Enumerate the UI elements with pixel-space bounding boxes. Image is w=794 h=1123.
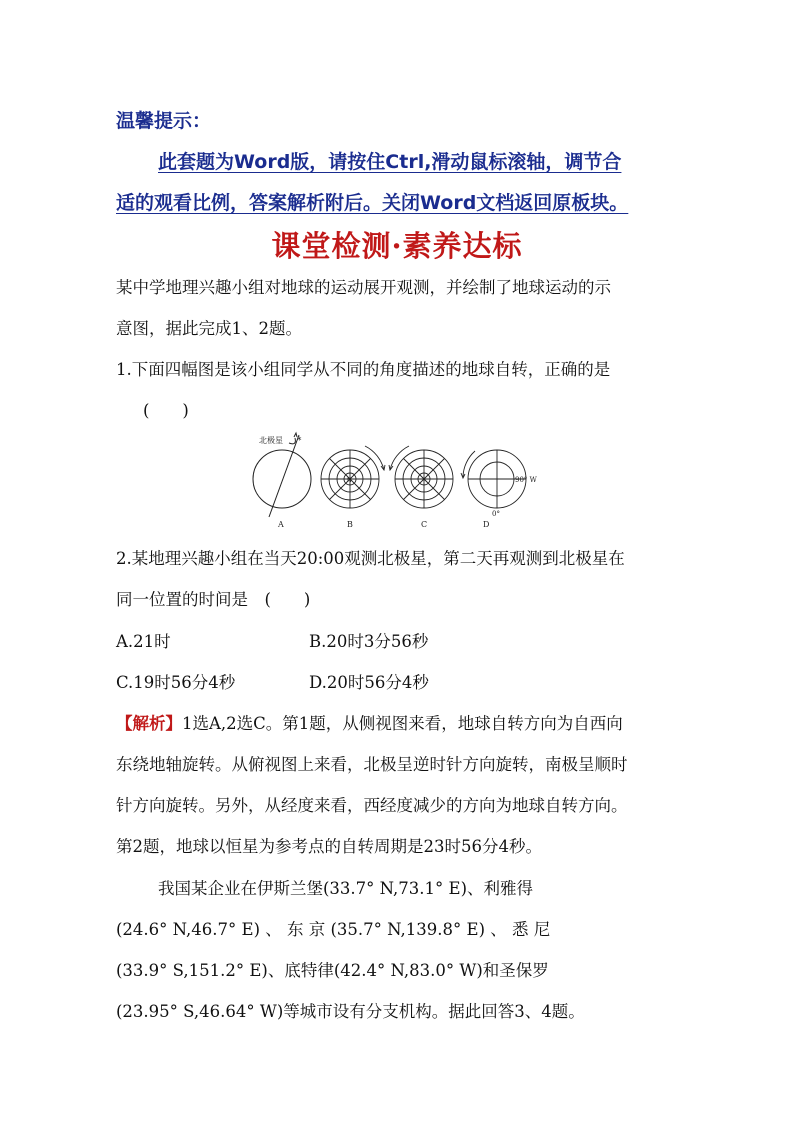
option-a: A.21时 <box>116 632 171 651</box>
figure-b-center: N <box>347 477 352 484</box>
question-2-stem: 2.某地理兴趣小组在当天20:00观测北极星，第二天再观测到北极星在 <box>116 549 625 568</box>
figure-c <box>389 446 453 508</box>
q34-line-4: (23.95° S,46.64° W)等城市设有分支机构。据此回答3、4题。 <box>116 1002 585 1021</box>
analysis-line-1 <box>116 710 623 734</box>
label-c: C <box>421 520 428 529</box>
question-1-blank: ( ) <box>143 401 189 420</box>
label-b: B <box>347 520 353 529</box>
option-d: D.20时56分4秒 <box>309 673 429 692</box>
label-a: A <box>278 520 284 529</box>
notice-line-2: 适的观看比例，答案解析附后。关闭Word文档返回原板块。 <box>116 192 629 214</box>
q34-line-2: (24.6° N,46.7° E) 、 东 京 (35.7° N,139.8° E) 、 悉 尼 <box>116 920 551 939</box>
label-0: 0° <box>492 510 500 518</box>
analysis-text-1: 1选A,2选C。第1题，从侧视图来看，地球自转方向为自西向 <box>182 714 623 733</box>
analysis-tag: 【解析】 <box>116 714 182 733</box>
q34-line-3: (33.9° S,151.2° E)、底特律(42.4° N,83.0° W)和圣保罗 <box>116 961 549 980</box>
intro-line-2: 意图，据此完成1、2题。 <box>116 319 302 338</box>
notice-line-1: 此套题为Word版，请按住Ctrl,滑动鼠标滚轴，调节合 <box>158 151 622 173</box>
earth-rotation-figure <box>247 429 547 531</box>
analysis-line-2: 东绕地轴旋转。从俯视图上来看，北极呈逆时针方向旋转，南极呈顺时 <box>116 755 628 774</box>
analysis-line-4: 第2题，地球以恒星为参考点的自转周期是23时56分4秒。 <box>116 837 542 856</box>
notice-title: 温馨提示： <box>116 110 212 132</box>
analysis-line-3: 针方向旋转。另外，从经度来看，西经度减少的方向为地球自转方向。 <box>116 796 628 815</box>
question-1-stem: 1.下面四幅图是该小组同学从不同的角度描述的地球自转，正确的是 <box>116 360 611 379</box>
question-2-stem-2: 同一位置的时间是 ( ) <box>116 590 311 609</box>
star-icon: * <box>297 436 302 446</box>
section-title: 课堂检测·素养达标 <box>271 229 523 263</box>
figure-a <box>253 433 311 517</box>
option-c: C.19时56分4秒 <box>116 673 236 692</box>
intro-line-1: 某中学地理兴趣小组对地球的运动展开观测，并绘制了地球运动的示 <box>116 278 611 297</box>
q34-line-1: 我国某企业在伊斯兰堡(33.7° N,73.1° E)、利雅得 <box>158 879 534 898</box>
label-90w: 90° W <box>515 476 537 484</box>
option-b: B.20时3分56秒 <box>309 632 429 651</box>
north-star-label: 北极星 <box>259 436 283 445</box>
figure-b <box>321 446 385 508</box>
label-d: D <box>483 520 490 529</box>
